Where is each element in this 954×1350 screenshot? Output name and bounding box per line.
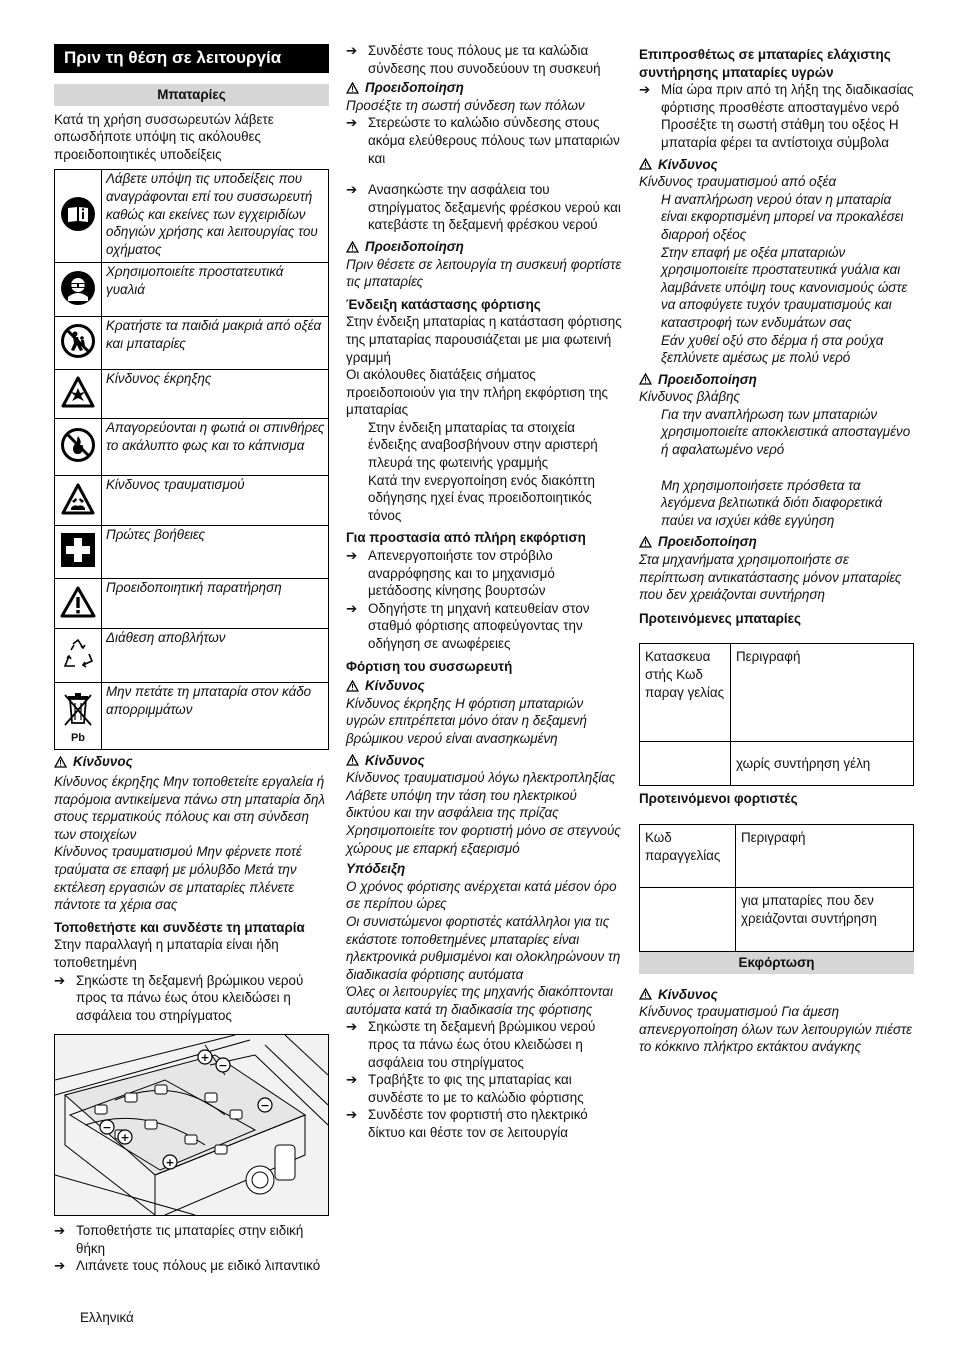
danger-heading: Κίνδυνος	[346, 752, 622, 770]
corrosion-hazard-icon	[61, 483, 95, 515]
danger-text: Η αναπλήρωση νερού όταν η μπαταρία είναι εκφορτισμένη μπορεί να προκαλέσει διαρροή οξέος	[661, 191, 904, 242]
column-right	[639, 46, 914, 1056]
rec-chargers-heading: Προτεινόμενοι φορτιστές	[639, 791, 798, 807]
svg-text:−: −	[260, 1099, 270, 1113]
symbol-text: Μην πετάτε τη μπαταρία στον κάδο απορριμμάτων	[102, 683, 329, 750]
table-row	[55, 370, 329, 419]
list-item: ➔ Απενεργοποιήστε τον στρόβιλο αναρρόφησης και το μηχανισμό μετάδοσης κίνησης βουρτσών	[346, 548, 555, 599]
svg-text:−: −	[102, 1121, 112, 1135]
arrow-icon: ➔	[346, 115, 358, 131]
column-left	[54, 44, 329, 1275]
warning-triangle-icon	[54, 756, 67, 768]
rec-batteries-heading: Προτεινόμενες μπαταρίες	[639, 610, 801, 626]
footer-language: Ελληνικά	[80, 1310, 134, 1325]
arrow-icon: ➔	[346, 548, 358, 564]
table-row	[55, 629, 329, 683]
danger-text: Στην επαφή με οξέα μπαταριών χρησιμοποιείτε προστατευτικά γυάλια και λαμβάνετε υπόψη τους κανονισμούς ώστε να αποφύγετε τυχόν τραυματισμούς και καταστροφή των ενδυμάτων σας	[661, 244, 908, 330]
symbol-text: Κίνδυνος έκρηξης	[102, 370, 329, 419]
table-row	[55, 170, 329, 263]
arrow-icon: ➔	[54, 1258, 66, 1274]
table-cell	[640, 742, 731, 786]
list-item: ➔ Λιπάνετε τους πόλους με ειδικό λιπαντικό	[54, 1258, 321, 1274]
goggles-icon	[61, 271, 95, 305]
arrow-icon: ➔	[346, 1019, 358, 1035]
symbol-table	[54, 169, 329, 750]
list-item: ➔ Οδηγήστε τη μηχανή κατευθείαν στον σταθμό φόρτισης αποφεύγοντας την οδήγηση σε ανωφέρειες	[346, 600, 590, 651]
table-cell: Κωδ παραγγελίας	[640, 825, 736, 888]
symbol-text: Κίνδυνος τραυματισμού	[102, 476, 329, 526]
table-cell: Περιγραφή	[731, 644, 914, 742]
svg-text:+: +	[165, 1156, 175, 1170]
pb-label: Pb	[70, 731, 86, 744]
caution-heading: Προειδοποίηση	[639, 371, 914, 389]
table-cell	[640, 888, 736, 952]
chargers-table	[639, 824, 914, 952]
warning-triangle-icon	[346, 82, 359, 94]
caution-text: Στα μηχανήματα χρησιμοποιήστε σε περίπτωση αντικατάστασης μόνον μπαταρίες που δεν χρειάζονται συντήρηση	[639, 552, 902, 603]
recycling-icon	[61, 638, 95, 670]
danger-text: Κίνδυνος τραυματισμού από οξέα	[639, 174, 837, 190]
table-cell: για μπαταρίες που δεν χρειάζονται συντήρηση	[736, 888, 914, 952]
list-item: ➔ Σηκώστε τη δεξαμενή βρώμικου νερού προς τα πάνω έως ότου κλειδώσει η ασφάλεια του στηρίγματος	[54, 972, 304, 1023]
warning-triangle-icon	[346, 754, 359, 766]
arrow-icon: ➔	[639, 82, 651, 98]
list-item: ➔ Συνδέστε τον φορτιστή στο ηλεκτρικό δίκτυο και θέστε τον σε λειτουργία	[346, 1107, 588, 1141]
explosion-hazard-icon	[61, 376, 95, 408]
indicator-heading: Ένδειξη κατάστασης φόρτισης	[346, 296, 541, 312]
arrow-icon: ➔	[54, 1223, 66, 1239]
indicator-text: Στην ένδειξη μπαταρίας τα στοιχεία ένδειξης αναβοσβήνουν στην αριστερή πλευρά της φωτεινής γραμμής	[368, 419, 598, 471]
intro-text: Κατά τη χρήση συσσωρευτών λάβετε οπωσδήποτε υπόψη τις ακόλουθες προειδοποιητικές υποδείξεις	[54, 111, 274, 162]
table-row	[55, 263, 329, 317]
warning-triangle-icon	[639, 536, 652, 548]
symbol-text: Λάβετε υπόψη τις υποδείξεις που αναγράφονται επί του συσσωρευτή καθώς και εκείνες των εγχειριδίων οδηγιών χρήσης και λειτουργίας του οχήματος	[102, 170, 329, 263]
danger-text: Κίνδυνος έκρηξης Η φόρτιση μπαταριών υγρών επιτρέπεται μόνο όταν η δεξαμενή βρώμικου νερού είναι ανασηκωμένη	[346, 695, 587, 746]
batteries-band: Μπαταρίες	[54, 84, 329, 106]
charging-heading: Φόρτιση του συσσωρευτή	[346, 658, 513, 674]
warning-triangle-icon	[60, 586, 96, 618]
caution-heading: Προειδοποίηση	[639, 533, 914, 551]
table-row	[55, 317, 329, 370]
keep-children-away-icon	[61, 324, 95, 358]
svg-text:+: +	[200, 1051, 210, 1065]
table-cell: Κατασκευα στής Κωδ παραγ γελίας	[640, 644, 731, 742]
table-row	[640, 825, 914, 888]
symbol-text: Απαγορεύονται η φωτιά οι σπινθήρες το ακάλυπτο φως και το κάπνισμα	[102, 419, 329, 476]
note-heading: Υπόδειξη	[346, 861, 406, 877]
svg-text:−: −	[218, 1059, 228, 1073]
warning-triangle-icon	[639, 158, 652, 170]
caution-text: Προσέξτε τη σωστή σύνδεση των πόλων	[346, 97, 585, 113]
table-row	[55, 526, 329, 579]
caution-heading: Προειδοποίηση	[346, 238, 622, 256]
warning-triangle-icon	[346, 680, 359, 692]
arrow-icon: ➔	[346, 43, 358, 58]
danger-text: Κίνδυνος τραυματισμού λόγω ηλεκτροπληξίας Λάβετε υπόψη την τάση του ηλεκτρικού δικτύου και την ασφάλεια της πρίζας	[346, 770, 616, 821]
install-text: Στην παραλλαγή η μπαταρία είναι ήδη τοποθετημένη	[54, 937, 279, 970]
symbol-text: Κρατήστε τα παιδιά μακριά από οξέα και μπαταρίες	[102, 317, 329, 370]
protect-heading: Για προστασία από πλήρη εκφόρτιση	[346, 530, 586, 546]
svg-text:+: +	[120, 1131, 130, 1145]
list-item: ➔ Μία ώρα πριν από τη λήξη της διαδικασίας φόρτισης προσθέστε αποσταγμένο νερό Προσέξτε τη σωστή στάθμη του οξέος Η μπαταρία φέρει τα αντίστοιχα σύμβολα	[639, 82, 914, 150]
table-row	[640, 888, 914, 952]
column-middle	[346, 42, 622, 1142]
symbol-text: Χρησιμοποιείτε προστατευτικά γυαλιά	[102, 263, 329, 317]
indicator-text: Στην ένδειξη μπαταρίας η κατάσταση φόρτισης της μπαταρίας παρουσιάζεται με μια φωτεινή γραμμή	[346, 314, 622, 365]
warning-triangle-icon	[639, 373, 652, 385]
first-aid-icon	[61, 533, 95, 567]
note-text: Ο χρόνος φόρτισης ανέρχεται κατά μέσον όρο σε περίπου ώρες	[346, 878, 617, 912]
warning-triangle-icon	[639, 988, 652, 1000]
discharge-band: Εκφόρτωση	[639, 952, 914, 974]
table-cell: χωρίς συντήρηση γέλη	[731, 742, 914, 786]
no-fire-icon	[61, 428, 95, 462]
symbol-text: Πρώτες βοήθειες	[102, 526, 329, 579]
table-row	[640, 742, 914, 786]
list-item: ➔ Σηκώστε τη δεξαμενή βρώμικου νερού προς τα πάνω έως ότου κλειδώσει η ασφάλεια του στηρίγματος	[346, 1019, 596, 1070]
battery-illustration	[55, 1035, 328, 1215]
install-heading: Τοποθετήστε και συνδέστε τη μπαταρία	[54, 919, 305, 935]
arrow-icon: ➔	[54, 972, 66, 988]
symbol-text: Προειδοποιητική παρατήρηση	[102, 579, 329, 629]
indicator-text: Κατά την ενεργοποίηση ενός διακόπτη οδήγησης ηχεί ένας προειδοποιητικός τόνος	[368, 472, 595, 523]
danger-text: Κίνδυνος έκρηξης Μην τοποθετείτε εργαλεία ή παρόμοια αντικείμενα πάνω στη μπαταρία δηλ στους τερματικούς πόλους και στη σύνδεση των στοιχείων	[54, 773, 325, 842]
caution-text: Για την αναπλήρωση των μπαταριών χρησιμοποιείτε αποκλειστικά αποσταγμένο ή αφαλατωμένο νερό	[661, 406, 911, 458]
table-row	[55, 579, 329, 629]
table-row	[55, 683, 329, 750]
danger-text: Εάν χυθεί οξύ στο δέρμα ή στα ρούχα ξεπλύνετε αμέσως με πολύ νερό	[661, 332, 884, 366]
arrow-icon: ➔	[346, 1107, 358, 1123]
table-row	[640, 644, 914, 742]
danger-heading: Κίνδυνος	[639, 986, 914, 1004]
arrow-icon: ➔	[346, 1072, 358, 1088]
symbol-text: Διάθεση αποβλήτων	[102, 629, 329, 683]
danger-text: Κίνδυνος τραυματισμού Μην φέρνετε ποτέ τραύματα σε επαφή με μόλυβδο Μετά την εκτέλεση εργασιών σε μπαταρίες πλένετε πάντοτε τα χέρια σας	[54, 844, 302, 913]
caution-text: Κίνδυνος βλάβης	[639, 389, 741, 405]
list-item: ➔ Τοποθετήστε τις μπαταρίες στην ειδική θήκη	[54, 1223, 304, 1256]
caution-text: Μη χρησιμοποιήσετε πρόσθετα τα λεγόμενα βελτιωτικά διότι διαφορετικά παύει να ισχύει κάθε εγγύηση	[661, 477, 883, 528]
table-cell: Περιγραφή	[736, 825, 914, 888]
list-item: ➔ Ανασηκώστε την ασφάλεια του στηρίγματος δεξαμενής φρέσκου νερού και κατεβάστε τη δεξαμενή φρέσκου νερού	[346, 182, 621, 233]
battery-compartment-figure	[54, 1034, 329, 1216]
danger-heading: Κίνδυνος	[54, 753, 329, 771]
danger-text: Χρησιμοποιείτε τον φορτιστή μόνο σε στεγνούς χώρους με επαρκή εξαερισμό	[346, 822, 621, 856]
danger-text: Κίνδυνος τραυματισμού Για άμεση απενεργοποίηση όλων των λειτουργιών πιέστε το κόκκινο πλήκτρο εκτάκτου ανάγκης	[639, 1004, 912, 1055]
note-text: Οι συνιστώμενοι φορτιστές κατάλληλοι για τις εκάστοτε τοποθετημένες μπαταρίες είναι ηλεκτρονικά ρυθμισμένοι και ολοκληρώνουν τη διαδικασία φόρτισης αυτόματα	[346, 913, 621, 982]
table-row	[55, 419, 329, 476]
maint-heading: Επιπροσθέτως σε μπαταρίες ελάχιστης συντήρησης μπαταρίες υγρών	[639, 47, 891, 80]
caution-text: Πριν θέσετε σε λειτουργία τη συσκευή φορτίστε τις μπαταρίες	[346, 256, 622, 290]
manual-icon	[61, 197, 95, 231]
indicator-text: Οι ακόλουθες διατάξεις σήματος προειδοποιούν για την πλήρη εκφόρτιση της μπαταρίας	[346, 367, 609, 418]
list-item: ➔ Τραβήξτε το φις της μπαταρίας και συνδέστε το με το καλώδιο φόρτισης	[346, 1072, 584, 1105]
list-item: ➔ Συνδέστε τους πόλους με τα καλώδια σύνδεσης που συνοδεύουν τη συσκευή	[346, 43, 601, 76]
batteries-table	[639, 643, 914, 786]
note-text: Όλες οι λειτουργίες της μηχανής διακόπτονται αυτόματα κατά τη διαδικασία της φόρτισης	[346, 984, 613, 1017]
caution-heading: Προειδοποίηση	[346, 79, 622, 97]
list-item: ➔ Στερεώστε το καλώδιο σύνδεσης στους ακόμα ελεύθερους πόλους των μπαταριών και	[346, 115, 620, 166]
crossed-bin-icon	[63, 691, 93, 727]
section-title: Πριν τη θέση σε λειτουργία	[54, 44, 329, 73]
warning-triangle-icon	[346, 241, 359, 253]
arrow-icon: ➔	[346, 600, 358, 616]
danger-heading: Κίνδυνος	[639, 156, 914, 174]
arrow-icon: ➔	[346, 182, 358, 198]
danger-heading: Κίνδυνος	[346, 677, 622, 695]
table-row	[55, 476, 329, 526]
